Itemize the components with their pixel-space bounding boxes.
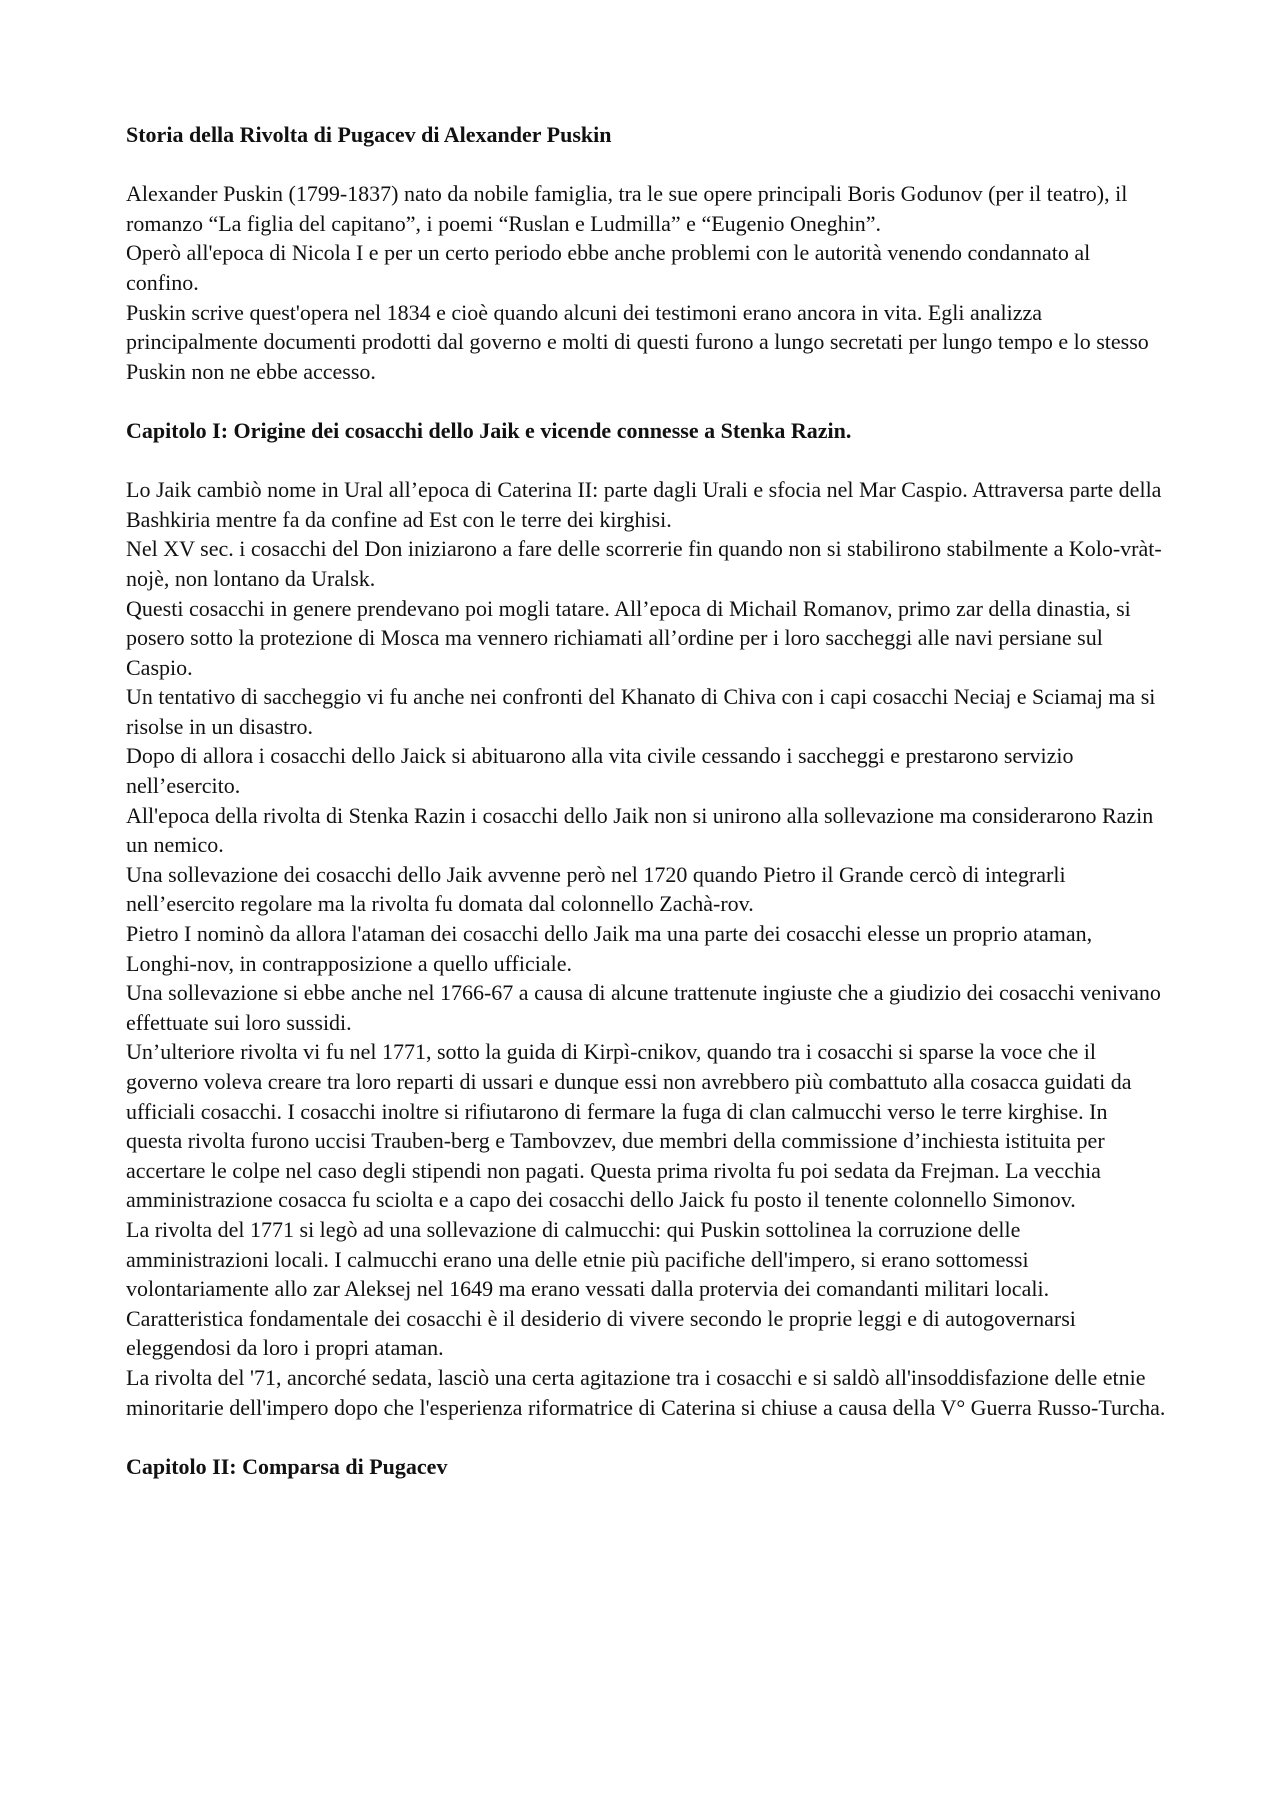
spacer: [126, 150, 1166, 180]
chapter-1-paragraph: Dopo di allora i cosacchi dello Jaick si abituarono alla vita civile cessando i saccheggi e prestarono servizio nell’esercito.: [126, 743, 1074, 799]
chapter-1-paragraph: All'epoca della rivolta di Stenka Razin i cosacchi dello Jaik non si unirono alla sollevazione ma considerarono Razin un nemico.: [126, 802, 1154, 858]
intro-paragraph: Alexander Puskin (1799-1837) nato da nobile famiglia, tra le sue opere principali Boris Godunov (per il teatro), il romanzo “La figlia del capitano”, i poemi “Ruslan e Ludmilla” e “Eugenio Oneghin”.: [126, 181, 1128, 236]
document-page: [126, 120, 1166, 1481]
chapter-1-paragraph: Caratteristica fondamentale dei cosacchi è il desiderio di vivere secondo le proprie leggi e di autogovernarsi eleggendosi da loro i propri ataman.: [126, 1305, 1076, 1361]
chapter-1-paragraph: La rivolta del 1771 si legò ad una sollevazione di calmucchi: qui Puskin sottolinea la corruzione delle amministrazioni locali. I calmucchi erano una delle etnie più pacifiche dell'impero, si erano sottomessi volontariamente allo zar Aleksej nel 1649 ma erano vessati dalla protervia dei comandanti militari locali.: [126, 1216, 1050, 1302]
intro-paragraph: Operò all'epoca di Nicola I e per un certo periodo ebbe anche problemi con le autorità venendo condannato al confino.: [126, 240, 1091, 295]
intro-paragraph: Puskin scrive quest'opera nel 1834 e cioè quando alcuni dei testimoni erano ancora in vita. Egli analizza principalmente documenti prodotti dal governo e molti di questi furono a lungo secretati per lungo tempo e lo stesso Puskin non ne ebbe accesso.: [126, 299, 1149, 384]
document-title: Storia della Rivolta di Pugacev di Alexander Puskin: [126, 122, 612, 147]
spacer: [126, 386, 1166, 416]
chapter-1-paragraph: Pietro I nominò da allora l'ataman dei cosacchi dello Jaik ma una parte dei cosacchi elesse un proprio ataman, Longhi-nov, in contrapposizione a quello ufficiale.: [126, 921, 1093, 976]
chapter-1-paragraph: Un tentativo di saccheggio vi fu anche nei confronti del Khanato di Chiva con i capi cosacchi Neciaj e Sciamaj ma si risolse in un disastro.: [126, 684, 1156, 739]
chapter-1-paragraph: Una sollevazione si ebbe anche nel 1766-67 a causa di alcune trattenute ingiuste che a giudizio dei cosacchi venivano effettuate sui loro sussidi.: [126, 980, 1161, 1035]
chapter-1-paragraph: Questi cosacchi in genere prendevano poi mogli tatare. All’epoca di Michail Romanov, primo zar della dinastia, si posero sotto la protezione di Mosca ma vennero richiamati all’ordine per i loro saccheggi alle navi persiane sul Caspio.: [126, 595, 1131, 680]
spacer: [126, 446, 1166, 476]
chapter-1-paragraph: Un’ulteriore rivolta vi fu nel 1771, sotto la guida di Kirpì-cnikov, quando tra i cosacchi si sparse la voce che il governo voleva creare tra loro reparti di ussari e dunque essi non avrebbero più combattuto alla cosacca guidati da ufficiali cosacchi. I cosacchi inoltre si rifiutarono di fermare la fuga di clan calmucchi verso le terre kirghise. In questa rivolta furono uccisi Trauben-berg e Tambovzev, due membri della commissione d’inchiesta istituita per accertare le colpe nel caso degli stipendi non pagati. Questa prima rivolta fu poi sedata da Frejman. La vecchia amministrazione cosacca fu sciolta e a capo dei cosacchi dello Jaick fu posto il tenente colonnello Simonov.: [126, 1039, 1132, 1213]
chapter-2-heading: Capitolo II: Comparsa di Pugacev: [126, 1453, 448, 1479]
chapter-1-heading: Capitolo I: Origine dei cosacchi dello Jaik e vicende connesse a Stenka Razin.: [126, 417, 852, 443]
chapter-1-paragraph: Lo Jaik cambiò nome in Ural all’epoca di Caterina II: parte dagli Urali e sfocia nel Mar Caspio. Attraversa parte della Bashkiria mentre fa da confine ad Est con le terre dei kirghisi.: [126, 477, 1162, 532]
chapter-1-paragraph: Una sollevazione dei cosacchi dello Jaik avvenne però nel 1720 quando Pietro il Grande cercò di integrarli nell’esercito regolare ma la rivolta fu domata dal colonnello Zachà-rov.: [126, 861, 1066, 917]
chapter-1-paragraph: La rivolta del '71, ancorché sedata, lasciò una certa agitazione tra i cosacchi e si saldò all'insoddisfazione delle etnie minoritarie dell'impero dopo che l'esperienza riformatrice di Caterina si chiuse a causa della V° Guerra Russo-Turcha.: [126, 1364, 1166, 1420]
spacer: [126, 1422, 1166, 1452]
chapter-1-paragraph: Nel XV sec. i cosacchi del Don iniziarono a fare delle scorrerie fin quando non si stabilirono stabilmente a Kolo-vràt-nojè, non lontano da Uralsk.: [126, 536, 1162, 591]
